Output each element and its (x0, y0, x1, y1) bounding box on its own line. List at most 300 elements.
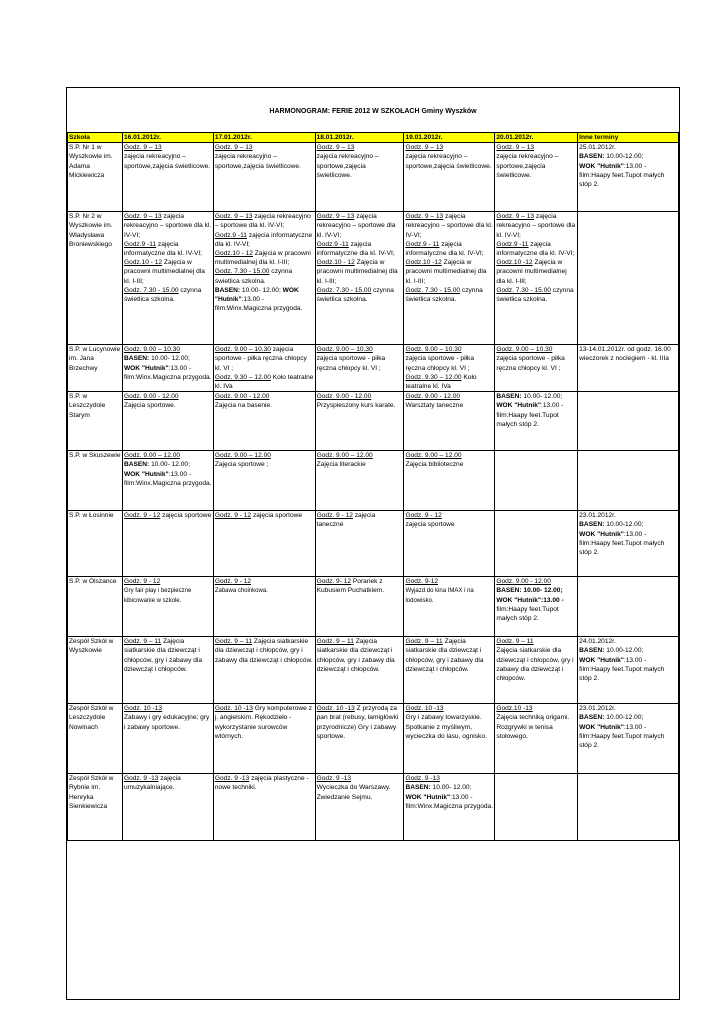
time-label: Godz. 9 – 13 (496, 213, 535, 221)
schedule-cell (315, 637, 404, 704)
cell-line (124, 451, 212, 460)
cell-text: film:Haapy feet.Tupot małych stóp 2. (579, 732, 665, 750)
cell-bold-text: WOK "Hutnik":13.00 - (496, 596, 564, 604)
cell-line (215, 231, 314, 249)
cell-line (496, 637, 576, 646)
cell-text: film:Winx.Magiczna przygoda. (123, 373, 212, 381)
cell-line (496, 212, 576, 240)
school-name: S.P. w Łosinnie (68, 511, 123, 577)
header-cell: Szkoła (68, 133, 123, 143)
schedule-cell (122, 774, 213, 841)
schedule-cell (578, 774, 679, 841)
cell-bold-text: WOK "Hutnik" (579, 723, 624, 731)
schedule-cell (122, 451, 213, 511)
cell-bold-text: BASEN: (579, 521, 605, 529)
cell-line (496, 586, 576, 595)
school-name: Zespół Szkół w Rybnie im. Henryka Sienkiewicza (68, 774, 123, 841)
cell-text: zajęcia rekreacyjno – sportowe dla kl. IV-VI; (316, 213, 396, 239)
cell-text: Zajęcia na basenie. (214, 402, 272, 410)
time-label: Godz. 9.00 – 10.30 (123, 346, 181, 354)
cell-text: Koło teatralne kl. IVa (405, 373, 477, 391)
cell-line (215, 143, 314, 152)
cell-line (215, 249, 314, 267)
cell-line (405, 143, 493, 152)
time-label: Godz.10 - 12 (123, 259, 163, 267)
cell-line (317, 511, 403, 529)
cell-line (405, 793, 493, 802)
time-label: Godz. 9 – 11 (316, 638, 354, 646)
cell-line (317, 783, 403, 801)
cell-line (405, 392, 493, 401)
cell-text: 10.00-12.00; (604, 521, 644, 529)
schedule-table (67, 132, 679, 841)
schedule-cell (404, 637, 495, 704)
cell-line (405, 577, 493, 586)
cell-line (579, 520, 677, 529)
time-label: Godz. 9.00 – 10.30 (496, 346, 553, 354)
time-label: Godz. 9 – 13 (405, 213, 444, 221)
cell-text: Zajęcia w pracowni multimedialnej dla kl. I-III; (214, 250, 311, 267)
cell-text: Gry fair play i bezpieczne kibicowanie w szkole. (123, 588, 192, 605)
cell-text: Zajęcia siatkarskie dla dziewcząt i chłopców, gry i zabawy dla dziewcząt i chłopców. (496, 647, 574, 683)
table-row (68, 345, 679, 392)
schedule-cell (404, 451, 495, 511)
time-label: Godz. 9- 12 (316, 578, 352, 586)
schedule-cell (122, 511, 213, 577)
cell-line (215, 637, 314, 665)
time-label: Godz. 10 -13 (405, 705, 444, 713)
cell-line (317, 258, 403, 286)
cell-bold-text: BASEN: (214, 286, 241, 294)
time-label: Godz. 9 – 13 (123, 213, 162, 221)
cell-line (579, 345, 677, 363)
cell-text: Poranek z Kubusiem Puchatkiem. (316, 578, 385, 595)
schedule-cell (213, 511, 315, 577)
time-label: Godz.9 - 11 (405, 240, 440, 248)
cell-line (579, 656, 677, 665)
schedule-cell (315, 577, 404, 637)
cell-bold-text: WOK "Hutnik" (579, 656, 624, 664)
cell-line (579, 171, 677, 189)
cell-line (317, 345, 403, 354)
cell-line (317, 392, 403, 401)
schedule-cell (122, 345, 213, 392)
cell-text: 23.01.2012r. (579, 705, 616, 713)
cell-line (215, 586, 314, 596)
schedule-cell (495, 451, 578, 511)
table-row (68, 577, 679, 637)
cell-line (317, 212, 403, 240)
cell-text: Zajęcia literackie (316, 461, 366, 469)
cell-text: zajęcia rekreacyjno – sportowe dla kl. IV-VI; (123, 213, 212, 239)
cell-line (405, 460, 493, 469)
schedule-cell (578, 637, 679, 704)
schedule-cell (404, 392, 495, 451)
cell-line (215, 152, 314, 170)
schedule-cell (122, 392, 213, 451)
cell-text: zajęcia sportowe - piłka ręczna chłopcy kl. VI ; (316, 355, 386, 372)
cell-text: :13.00 - (241, 296, 264, 304)
schedule-cell (213, 451, 315, 511)
cell-text: Wycieczka do Warszawy. Zwiedzanie Sejmu. (316, 784, 391, 801)
cell-text: film:Haapy feet.Tupot małych stóp 2. (579, 665, 665, 683)
time-label: Godz.10 - 12 (316, 259, 355, 267)
time-label: Godz.10 -12 (496, 259, 533, 267)
cell-bold-text: BASEN: (579, 714, 605, 722)
cell-line (215, 304, 314, 313)
cell-text: zajęcia rekreacyjno – sportowe,zajęcia świetlicowe. (316, 153, 379, 179)
schedule-cell (122, 637, 213, 704)
time-label: Godz. 9.00 – 12.00 (214, 452, 271, 460)
time-label: Godz.9 -11 (123, 240, 157, 248)
cell-line (496, 286, 576, 304)
cell-line (579, 162, 677, 171)
time-label: Godz.10 -12 (405, 259, 442, 267)
cell-text: zajęcia sportowe (160, 512, 212, 520)
time-label: Godz. 10 -13 (123, 705, 163, 713)
cell-bold-text: BASEN: (123, 461, 150, 469)
schedule-cell (213, 143, 315, 212)
cell-text: zajęcia taneczne (316, 512, 376, 529)
schedule-cell (495, 143, 578, 212)
cell-line (496, 723, 576, 741)
schedule-cell (213, 577, 315, 637)
cell-text: :13.00 - (450, 793, 473, 801)
cell-bold-text: WOK "Hutnik" (579, 530, 624, 538)
cell-text: 10.00-12.00; (604, 153, 644, 161)
cell-line (496, 392, 576, 401)
cell-line (405, 520, 493, 529)
time-label: Godz.10 -13 (496, 705, 533, 713)
cell-text: :13.00 - (623, 530, 647, 538)
time-label: Godz. 9 – 11 (405, 638, 443, 646)
cell-line (579, 539, 677, 557)
cell-line (405, 401, 493, 410)
cell-line (405, 152, 493, 170)
cell-line (124, 354, 212, 363)
cell-text: :13.00 - (623, 723, 647, 731)
page-title: HARMONOGRAM: FERIE 2012 W SZKOŁACH Gminy Wyszków (269, 108, 477, 115)
cell-text: 23.01.2012r. (579, 512, 616, 520)
cell-line (496, 258, 576, 286)
table-row (68, 143, 679, 212)
document-frame (66, 87, 680, 1000)
cell-text: 10.00- 12.00; (149, 461, 190, 469)
header-cell: 18.01.2012r. (315, 133, 404, 143)
cell-line (405, 713, 493, 741)
cell-bold-text: WOK "Hutnik" (214, 286, 299, 304)
cell-text: :13.00 - (623, 162, 647, 170)
cell-text: :13.00 - (541, 402, 564, 410)
cell-line (317, 152, 403, 180)
cell-text: zajęcia rekreacyjno – sportowe dla kl. IV-VI; (214, 213, 311, 230)
time-label: Godz. 9.30 – 12.00 (405, 373, 462, 381)
cell-text: zajęcia sportowe - piłka ręczna chłopcy kl. VI ; (405, 355, 474, 372)
schedule-cell (495, 637, 578, 704)
school-name: S.P. w Leszczydole Starym (68, 392, 123, 451)
cell-text: Zajęcia siatkarskie dla dziewcząt i chłopców, gry i zabawy dla dziewcząt i chłopców. (405, 638, 484, 673)
cell-line (124, 704, 212, 713)
schedule-cell (315, 511, 404, 577)
schedule-cell (404, 511, 495, 577)
cell-text: 10.00- 12.00; (430, 784, 472, 792)
table-row (68, 392, 679, 451)
cell-line (124, 345, 212, 354)
schedule-cell (578, 345, 679, 392)
time-label: Godz. 9 – 11 (496, 638, 534, 646)
cell-line (317, 354, 403, 372)
cell-line (124, 152, 212, 170)
cell-text: Warsztaty taneczne (405, 402, 464, 410)
time-label: Godz. 9 - 12 (123, 512, 161, 520)
cell-line (405, 802, 493, 811)
time-label: Godz. 9 -13 (214, 775, 250, 783)
cell-line (405, 240, 493, 258)
schedule-cell (315, 392, 404, 451)
cell-line (317, 240, 403, 258)
cell-line (215, 373, 314, 391)
cell-text: film:Winx.Magiczna przygoda. (123, 479, 212, 487)
cell-line (579, 723, 677, 732)
cell-text: 10.00- 12.00; (149, 355, 190, 363)
cell-bold-text: BASEN: (123, 355, 150, 363)
schedule-cell (578, 704, 679, 774)
cell-line (317, 704, 403, 741)
cell-line (215, 286, 314, 304)
time-label: Godz. 9 -13 (123, 775, 159, 783)
cell-line (579, 530, 677, 539)
cell-line (124, 511, 212, 520)
schedule-cell (213, 704, 315, 774)
cell-line (215, 392, 314, 401)
cell-text: zajęcia sportowe - piłka ręczna chłopcy kl. VI ; (496, 355, 565, 372)
schedule-cell (122, 704, 213, 774)
cell-bold-text: BASEN: (579, 153, 605, 161)
cell-line (405, 345, 493, 354)
cell-line (124, 713, 212, 731)
cell-text: 10.00- 12.00; (240, 286, 283, 294)
cell-line (579, 665, 677, 683)
header-cell: 19.01.2012r. (404, 133, 495, 143)
cell-line (405, 637, 493, 674)
cell-bold-text: BASEN: (405, 784, 431, 792)
cell-text: Zajęcia techniką origami. (496, 714, 570, 722)
time-label: Godz. 10 -13 (214, 705, 253, 713)
time-label: Godz. 7.30 - 15.00 (123, 286, 179, 294)
time-label: Godz. 9 – 13 (316, 144, 355, 152)
cell-line (124, 143, 212, 152)
cell-line (579, 732, 677, 750)
cell-line (496, 345, 576, 354)
cell-text: zajęcia umuzykalniające. (123, 775, 181, 792)
cell-line (496, 577, 576, 586)
time-label: Godz. 9.00 – 12.00 (316, 452, 373, 460)
cell-text: Zajęcia siatkarskie dla dziewcząt i chłopców, gry i zabawy dla dziewcząt i chłopców. (123, 638, 203, 673)
cell-text: 10.00- 12.00; (521, 393, 563, 401)
schedule-cell (213, 212, 315, 345)
cell-text: zajęcia rekreacyjno – sportowe,zajęcia świetlicowe. (405, 153, 492, 170)
schedule-cell (578, 143, 679, 212)
time-label: Godz. 9.00 - 12.00 (496, 578, 551, 586)
cell-line (215, 451, 314, 460)
schedule-cell (315, 451, 404, 511)
cell-line (215, 460, 314, 469)
school-name: S.P. w Skuszewie (68, 451, 123, 511)
schedule-cell (213, 774, 315, 841)
time-label: Godz.9 -11 (496, 240, 529, 248)
cell-line (579, 646, 677, 655)
table-row (68, 451, 679, 511)
cell-text: Zabawa choinkowa. (214, 588, 268, 595)
schedule-cell (495, 212, 578, 345)
schedule-cell (578, 392, 679, 451)
time-label: Godz.9 -11 (214, 231, 247, 239)
cell-line (405, 774, 493, 783)
time-label: Godz. 9.00 - 12.00 (405, 393, 461, 401)
cell-line (317, 143, 403, 152)
cell-text: Wyjazd do kina IMAX i na lodowisko. (405, 588, 474, 605)
cell-text: film:Winx.Magiczna przygoda. (214, 305, 303, 313)
cell-text: zajęcia sportowe - piłka ręczna chłopcy kl. VI ; (214, 346, 307, 372)
time-label: Godz. 9 -13 (316, 775, 352, 783)
cell-line (405, 704, 493, 713)
cell-text: Zajęcia siatkarskie dla dziewcząt i chłopców, gry i zabawy dla dziewcząt i chłopców. (214, 638, 313, 664)
cell-bold-text: WOK "Hutnik" (123, 364, 169, 372)
cell-line (496, 596, 576, 605)
cell-line (124, 470, 212, 479)
cell-line (496, 152, 576, 180)
schedule-cell (404, 704, 495, 774)
cell-line (124, 286, 212, 304)
cell-bold-text: WOK "Hutnik" (123, 470, 169, 478)
cell-text: Rozgrywki w tenisa stołowego. (496, 723, 553, 740)
cell-text: Zajęcia siatkarskie dla dziewcząt i chłopców, gry i zabawy dla dziewcząt i chłopców. (316, 638, 395, 673)
cell-text: :13.00 - (623, 656, 647, 664)
cell-line (124, 586, 212, 605)
time-label: Godz. 9 – 13 (496, 144, 535, 152)
schedule-cell (315, 143, 404, 212)
time-label: Godz. 9.00 - 12.00 (214, 393, 270, 401)
cell-line (405, 586, 493, 605)
schedule-cell (578, 577, 679, 637)
cell-line (579, 511, 677, 520)
cell-text: czynna świetlica szkolna. (214, 268, 293, 285)
schedule-cell (404, 143, 495, 212)
cell-line (124, 373, 212, 382)
cell-line (317, 451, 403, 460)
cell-text: zajęcia rekreacyjno – sportowe,zajęcia świetlicowe. (496, 153, 559, 179)
cell-line (215, 345, 314, 373)
schedule-cell (404, 212, 495, 345)
cell-line (124, 392, 212, 401)
cell-line (496, 704, 576, 713)
schedule-cell (495, 511, 578, 577)
cell-text: :13.00 - (168, 364, 192, 372)
cell-text: zajęcia sportowe (405, 521, 455, 529)
cell-line (124, 258, 212, 286)
cell-line (124, 401, 212, 410)
schedule-cell (404, 577, 495, 637)
table-row (68, 774, 679, 841)
time-label: Godz. 9 - 12 (123, 578, 161, 586)
time-label: Godz. 9.30 – 12.00 (214, 373, 271, 381)
schedule-cell (495, 774, 578, 841)
cell-line (317, 460, 403, 469)
time-label: Godz. 9.00 – 10.30 (214, 346, 271, 354)
cell-text: zajęcia plastyczne - nowe techniki. (214, 775, 309, 792)
header-cell: 17.01.2012r. (213, 133, 315, 143)
cell-bold-text: WOK "Hutnik" (405, 793, 451, 801)
cell-line (405, 286, 493, 304)
schedule-cell (495, 392, 578, 451)
cell-line (215, 704, 314, 741)
time-label: Godz. 9 - 12 (316, 512, 353, 520)
cell-text: :13.00 - (168, 470, 192, 478)
cell-text: Zabawy i gry edukacyjne; gry i zabawy sportowe. (123, 714, 210, 731)
time-label: Godz. 9.00 - 12.00 (316, 393, 372, 401)
schedule-cell (315, 774, 404, 841)
cell-text: 10.00-12.00; (604, 714, 644, 722)
cell-line (405, 373, 493, 391)
time-label: Godz. 10 -13 (316, 705, 355, 713)
schedule-cell (122, 577, 213, 637)
cell-line (124, 637, 212, 674)
cell-text: 25.01.2012r. (579, 144, 616, 152)
cell-line (124, 460, 212, 469)
cell-line (496, 646, 576, 683)
cell-text: Zajęcia w pracowni multimedialnej dla kl. I-III; (405, 259, 487, 285)
cell-line (405, 511, 493, 520)
cell-bold-text: BASEN: 10.00- 12.00; (496, 587, 563, 595)
cell-text: zajęcia informatyczne dla kl. IV-VI; (496, 240, 575, 258)
cell-line (317, 286, 403, 304)
cell-line (317, 637, 403, 674)
time-label: Godz. 9 – 13 (405, 144, 444, 152)
cell-text: czynna świetlica szkolna. (496, 286, 574, 304)
cell-text: zajęcia informatyczne dla kl. IV-VI; (316, 240, 395, 258)
cell-line (405, 258, 493, 286)
cell-text: Zajęcia w pracowni multimedialnej dla kl. I-III; (123, 259, 205, 285)
table-row (68, 637, 679, 704)
cell-line (405, 451, 493, 460)
school-name: Zespół Szkół w Leszczydole Nowinach (68, 704, 123, 774)
cell-text: zajęcia informatyczne dla kl. IV-VI; (123, 240, 203, 258)
time-label: Godz. 9.00 – 12.00 (405, 452, 462, 460)
time-label: Godz. 9 – 13 (214, 213, 253, 221)
school-name: S.P. w Lucynowie im. Jana Brzechwy (68, 345, 123, 392)
time-label: Godz. 9 - 12 (214, 578, 252, 586)
time-label: Godz. 9 - 12 (405, 512, 442, 520)
schedule-cell (315, 345, 404, 392)
cell-bold-text: BASEN: (496, 393, 522, 401)
cell-bold-text: WOK "Hutnik" (579, 162, 624, 170)
header-cell: 20.01.2012r. (495, 133, 578, 143)
schedule-cell (122, 212, 213, 345)
school-name: S.P. Nr 2 w Wyszkowie im. Władysława Broniewskiego (68, 212, 123, 345)
cell-bold-text: BASEN: (579, 647, 605, 655)
time-label: Godz. 9 – 13 (214, 144, 253, 152)
time-label: Godz. 9.00 – 10.30 (405, 346, 462, 354)
cell-text: film:Haapy feet.Tupot małych stóp 2. (496, 605, 559, 623)
table-row (68, 212, 679, 345)
cell-text: Zajęcia sportowe ; (214, 461, 269, 469)
schedule-cell (315, 212, 404, 345)
cell-text: zajęcia rekreacyjno – sportowe,zajęcia świetlicowe. (214, 153, 301, 170)
header-cell: 16.01.2012r. (122, 133, 213, 143)
time-label: Godz. 9 – 11 (123, 638, 162, 646)
cell-text: film:Winx.Magiczna przygoda. (405, 802, 494, 810)
schedule-cell (495, 704, 578, 774)
